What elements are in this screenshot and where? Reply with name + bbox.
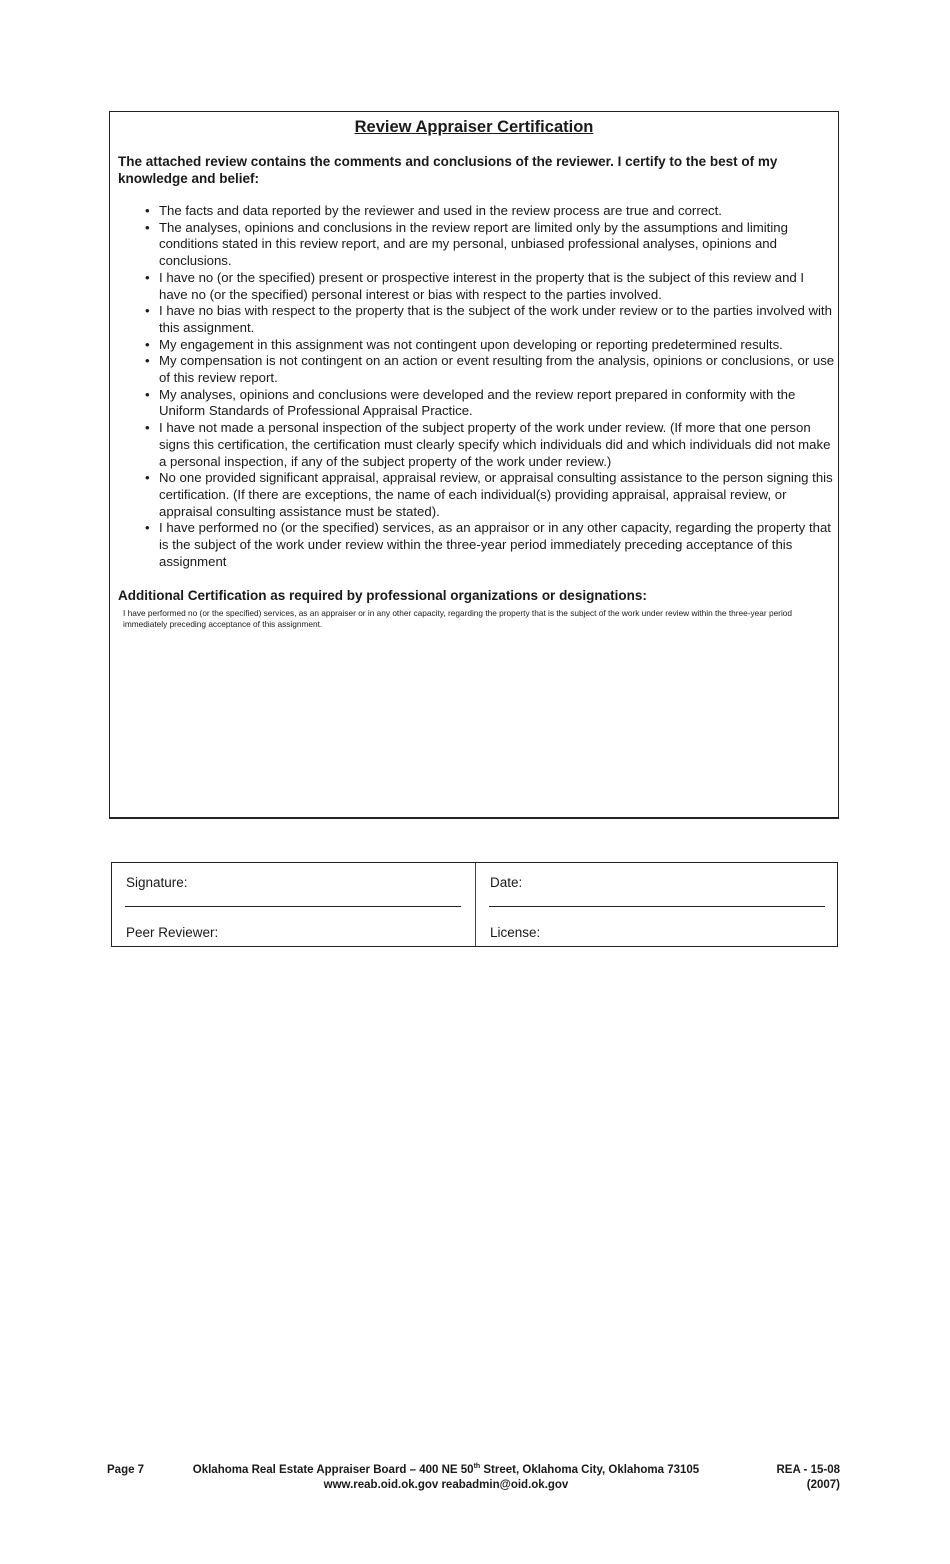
certification-box [109,111,839,819]
peer-reviewer-label: Peer Reviewer: [126,925,219,940]
form-year: (2007) [806,1479,840,1491]
date-label: Date: [490,875,523,890]
list-item: • The analyses, opinions and conclusions in the review report are limited only by the assumptions and limiting conditions stated in this review report, and are my personal, unbiased professional analyses, opinions and conclusions. [110,220,836,270]
list-item: • No one provided significant appraisal, appraisal review, or appraisal consulting assistance to the person signing this certification. (If there are exceptions, the name of each individual(s) providing appraisal, appraisal review, or appraisal consulting assistance must be stated). [110,470,836,520]
signature-label: Signature: [126,875,188,890]
list-item: • I have no bias with respect to the property that is the subject of the work under review or to the parties involved with this assignment. [110,303,836,336]
additional-certification-heading: Additional Certification as required by professional organizations or designations: [118,588,647,603]
list-item: • I have no (or the specified) present or prospective interest in the property that is the subject of this review and I have no (or the specified) personal interest or bias with respect to the parties involved. [110,270,836,303]
board-address: Oklahoma Real Estate Appraiser Board – 400 NE 50th Street, Oklahoma City, Oklahoma 73105 [192,1463,700,1476]
page-number: Page 7 [107,1464,145,1476]
list-item: • My engagement in this assignment was not contingent upon developing or reporting predetermined results. [110,337,836,354]
list-item: • I have performed no (or the specified) services, as an appraisor or in any other capacity, regarding the property that is the subject of the work under review within the three-year period immediately preceding acceptance of this assignment [110,520,836,570]
additional-certification-text[interactable]: I have performed no (or the specified) services, as an appraiser or in any other capacity, regarding the property that is the subject of the work under review within the three-year period immediately preceding acceptance of this assignment. [123,608,793,629]
certification-intro: The attached review contains the comments and conclusions of the reviewer. I certify to the best of my knowledge and belief: [118,154,778,186]
footer-address [172,1463,720,1493]
form-id [760,1463,840,1493]
signature-block [111,862,838,947]
certification-title: Review Appraiser Certification [354,118,594,136]
signature-field[interactable] [125,906,461,907]
signature-divider [475,863,476,946]
certification-list [110,203,836,570]
list-item: • I have not made a personal inspection of the subject property of the work under review. (If more that one person signs this certification, the certification must clearly specify which individuals did and which individuals did not make a personal inspection, if any of the subject property of the work under review.) [110,420,836,470]
list-item: • My compensation is not contingent on an action or event resulting from the analysis, opinions or conclusions, or use of this review report. [110,353,836,386]
board-contact[interactable]: www.reab.oid.ok.gov reabadmin@oid.ok.gov [323,1479,569,1491]
list-item: • The facts and data reported by the reviewer and used in the review process are true and correct. [110,203,836,220]
form-number: REA - 15-08 [776,1464,840,1476]
list-item: • My analyses, opinions and conclusions were developed and the review report prepared in conformity with the Uniform Standards of Professional Appraisal Practice. [110,387,836,420]
license-label: License: [490,925,541,940]
date-field[interactable] [489,906,825,907]
